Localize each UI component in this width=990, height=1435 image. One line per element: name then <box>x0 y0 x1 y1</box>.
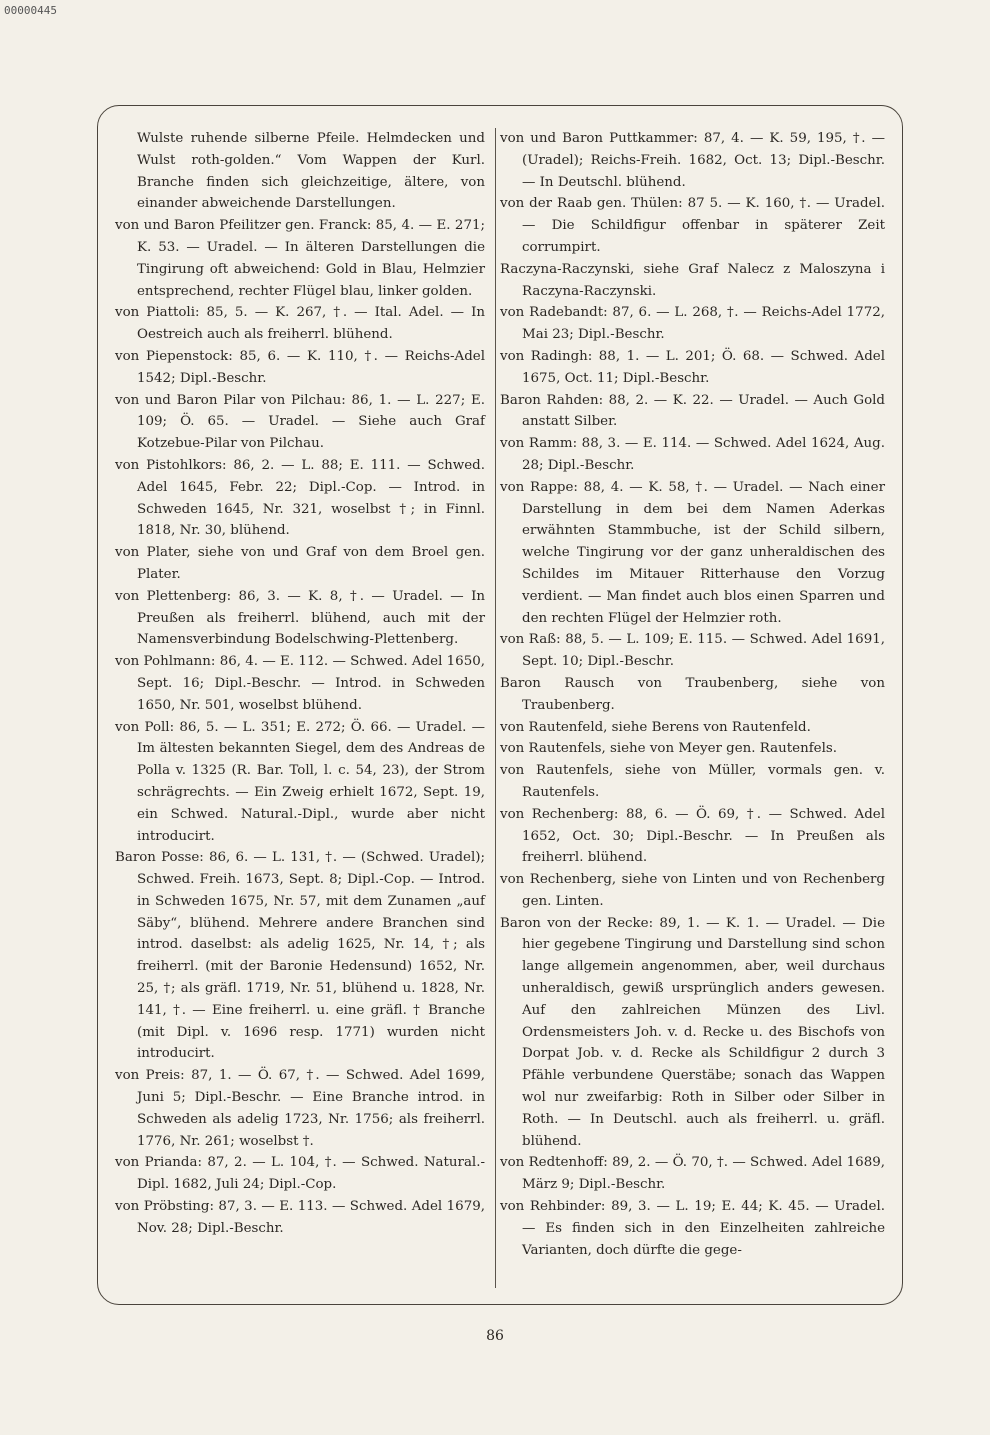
right-column <box>500 128 885 1261</box>
entry-text: von Preis: 87, 1. — Ö. 67, †. — Schwed. Adel 1699, Juni 5; Dipl.-Beschr. — Eine Branche introd. in Schweden als adelig 1723, Nr. 1756; als freiherrl. 1776, Nr. 261; woselbst †. <box>115 1068 485 1149</box>
entry-text: von Radingh: 88, 1. — L. 201; Ö. 68. — Schwed. Adel 1675, Oct. 11; Dipl.-Beschr. <box>500 348 885 386</box>
entry-text: von Rehbinder: 89, 3. — L. 19; E. 44; K. 45. — Uradel. — Es finden sich in den Einzelheiten zahlreiche Varianten, doch dürfte die gege- <box>500 1199 885 1258</box>
entry-text: von Pohlmann: 86, 4. — E. 112. — Schwed. Adel 1650, Sept. 16; Dipl.-Beschr. — Introd. in Schweden 1650, Nr. 501, woselbst blühend. <box>115 654 485 713</box>
entry-text: von Rautenfels, siehe von Meyer gen. Rautenfels. <box>500 741 838 757</box>
entry-text: von Pistohlkors: 86, 2. — L. 88; E. 111. — Schwed. Adel 1645, Febr. 22; Dipl.-Cop. — Introd. in Schweden 1645, Nr. 321, woselbst †; in Finnl. 1818, Nr. 30, blühend. <box>115 457 485 539</box>
page-number: 86 <box>486 1328 504 1344</box>
entry-text: von Rechenberg: 88, 6. — Ö. 69, †. — Schwed. Adel 1652, Oct. 30; Dipl.-Beschr. — In Preußen als freiherrl. blühend. <box>500 806 885 866</box>
entry-text: von Pröbsting: 87, 3. — E. 113. — Schwed. Adel 1679, Nov. 28; Dipl.-Beschr. <box>115 1199 485 1236</box>
entry-text: von Poll: 86, 5. — L. 351; E. 272; Ö. 66. — Uradel. — Im ältesten bekannten Siegel, dem des Andreas de Polla v. 1325 (R. Bar. Toll, l. c. 54, 23), der Strom schrägrechts. — Ein Zweig erhielt 1672, Sept. 19, ein Schwed. Natural.-Dipl., wurde aber nicht introducirt. <box>115 719 485 844</box>
entry-text: Baron Rausch von Traubenberg, siehe von Traubenberg. <box>500 675 885 713</box>
left-column <box>115 128 485 1240</box>
entry-text: von Prianda: 87, 2. — L. 104, †. — Schwed. Natural.-Dipl. 1682, Juli 24; Dipl.-Cop. <box>115 1155 485 1193</box>
entry-text: Raczyna-Raczynski, siehe Graf Nalecz z Maloszyna i Raczyna-Raczynski. <box>500 261 885 299</box>
page-id: 00000445 <box>4 4 57 17</box>
entry-text: von und Baron Puttkammer: 87, 4. — K. 59, 195, †. — (Uradel); Reichs-Freih. 1682, Oct. 13; Dipl.-Beschr. — In Deutschl. blühend. <box>500 131 885 190</box>
column-divider <box>495 128 496 1288</box>
entry-text: von Radebandt: 87, 6. — L. 268, †. — Reichs-Adel 1772, Mai 23; Dipl.-Beschr. <box>500 305 885 343</box>
entry-text: von Rautenfels, siehe von Müller, vormals gen. v. Rautenfels. <box>500 763 885 800</box>
entry-text: von Piepenstock: 85, 6. — K. 110, †. — Reichs-Adel 1542; Dipl.-Beschr. <box>115 348 485 386</box>
entry-text: von Piattoli: 85, 5. — K. 267, †. — Ital. Adel. — In Oestreich auch als freiherrl. blühend. <box>115 305 485 343</box>
entry-text: Baron von der Recke: 89, 1. — K. 1. — Uradel. — Die hier gegebene Tingirung und Darstellung sind schon lange allgemein angenommen, aber, weil durchaus unheraldisch, gewiß ursprünglich anders gewesen. Auf den zahlreichen Münzen des Livl. Ordensmeisters Joh. v. d. Recke u. des Bischofs von Dorpat Job. v. d. Recke als Schildfigur 2 durch 3 Pfähle verbundene Querstäbe; sonach das Wappen wol nur zweifarbig: Roth in Silber oder Silber in Roth. — In Deutschl. auch als freiherrl. u. gräfl. blühend. <box>500 915 885 1149</box>
entry-text: von Plater, siehe von und Graf von dem Broel gen. Plater. <box>115 545 485 582</box>
entry-text: Baron Posse: 86, 6. — L. 131, †. — (Schwed. Uradel); Schwed. Freih. 1673, Sept. 8; Dipl.-Cop. — Introd. in Schweden 1675, Nr. 57, mit dem Zunamen „auf Säby“, blühend. Mehrere andere Branchen sind introd. daselbst: als adelig 1625, Nr. 14, †; als freiherrl. (mit der Baronie Hedensund) 1652, Nr. 25, †; als gräfl. 1719, Nr. 51, blühend u. 1828, Nr. 141, †. — Eine freiherrl. u. eine gräfl. † Branche (mit Dipl. v. 1696 resp. 1771) wurden nicht introducirt. <box>115 850 485 1062</box>
entry-text: von Ramm: 88, 3. — E. 114. — Schwed. Adel 1624, Aug. 28; Dipl.-Beschr. <box>500 436 885 473</box>
entry-text: von Rechenberg, siehe von Linten und von Rechenberg gen. Linten. <box>500 872 885 909</box>
entry-text: von Rautenfeld, siehe Berens von Rautenfeld. <box>500 719 811 735</box>
entry-text: von und Baron Pfeilitzer gen. Franck: 85, 4. — E. 271; K. 53. — Uradel. — In älteren Darstellungen die Tingirung oft abweichend: Gold in Blau, Helmzier entsprechend, rechter Flügel blau, linker golden. <box>115 218 485 299</box>
entry-text: Baron Rahden: 88, 2. — K. 22. — Uradel. — Auch Gold anstatt Silber. <box>500 392 885 430</box>
entry-text: von Plettenberg: 86, 3. — K. 8, †. — Uradel. — In Preußen als freiherrl. blühend, auch mit der Namensverbindung Bodelschwing-Plettenberg. <box>115 588 485 648</box>
entry-text: von Raß: 88, 5. — L. 109; E. 115. — Schwed. Adel 1691, Sept. 10; Dipl.-Beschr. <box>500 632 885 670</box>
entry-text: von der Raab gen. Thülen: 87 5. — K. 160, †. — Uradel. — Die Schildfigur offenbar in späterer Zeit corrumpirt. <box>500 196 885 255</box>
entry-text: von Redtenhoff: 89, 2. — Ö. 70, †. — Schwed. Adel 1689, März 9; Dipl.-Beschr. <box>500 1155 885 1193</box>
entry-text: von Rappe: 88, 4. — K. 58, †. — Uradel. — Nach einer Darstellung in dem bei dem Namen Aderkas erwähnten Stammbuche, ist der Schild silbern, welche Tingirung vor der ganz unheraldischen des Schildes im Mitauer Ritterhause den Vorzug verdient. — Man findet auch blos einen Sparren und den rechten Flügel der Helmzier roth. <box>500 479 885 626</box>
entry-text: Wulste ruhende silberne Pfeile. Helmdecken und Wulst roth-golden.“ Vom Wappen der Kurl. Branche finden sich gleichzeitige, ältere, von einander abweichende Darstellungen. <box>137 131 485 212</box>
entry-text: von und Baron Pilar von Pilchau: 86, 1. — L. 227; E. 109; Ö. 65. — Uradel. — Siehe auch Graf Kotzebue-Pilar von Pilchau. <box>115 392 485 452</box>
